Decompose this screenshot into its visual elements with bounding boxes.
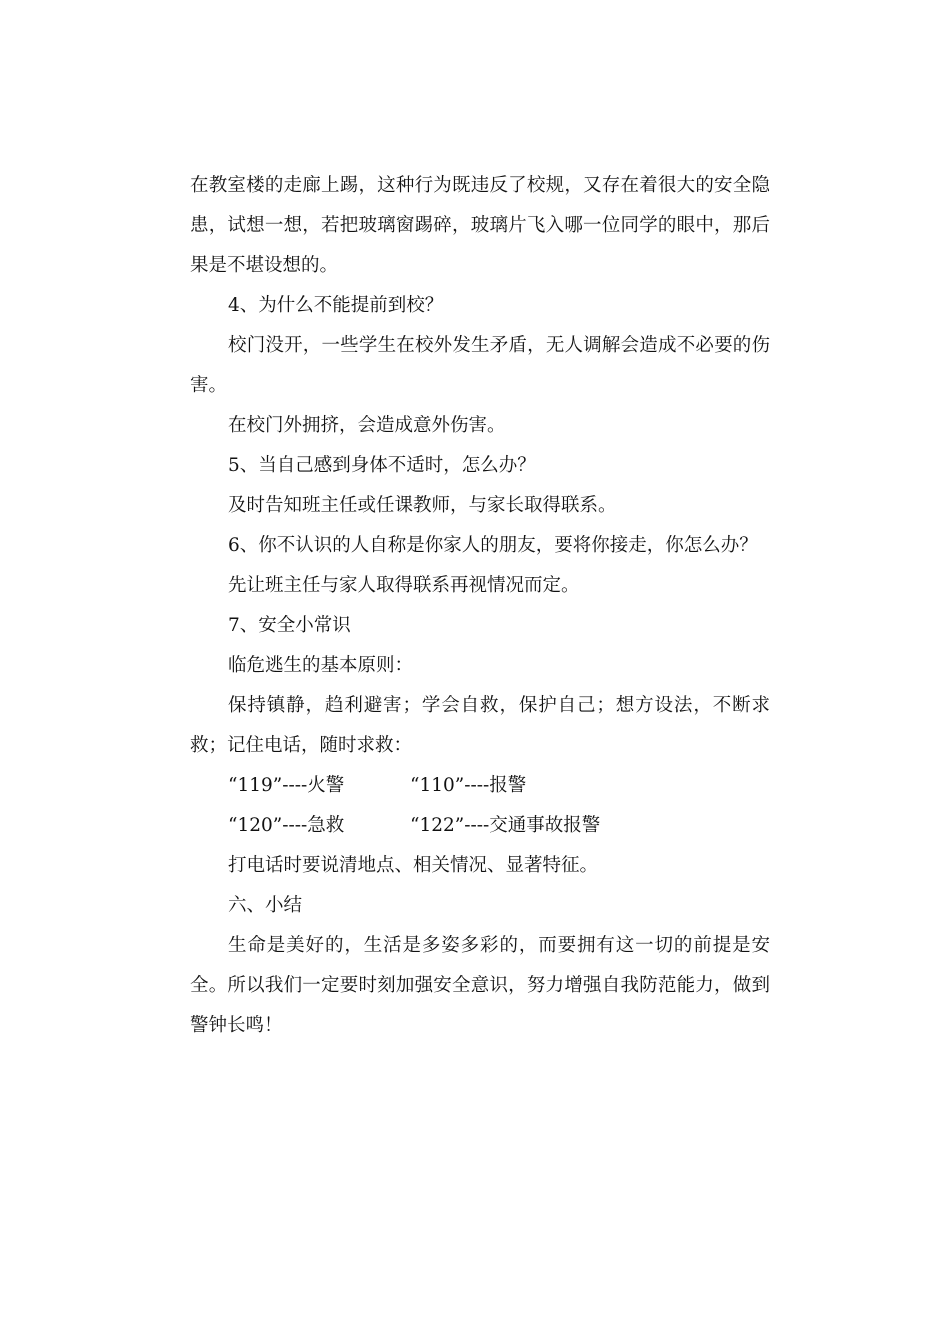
- heading-stranger-pickup: 6、你不认识的人自称是你家人的朋友，要将你接走，你怎么办？: [228, 535, 758, 556]
- paragraph-kicking-hazard: 在教室楼的走廊上踢，这种行为既违反了校规，又存在着很大的安全隐患，试想一想，若把玻璃窗踢碎，玻璃片飞入哪一位同学的眼中，那后果是不堪设想的。: [190, 175, 770, 276]
- heading-why-not-early: 4、为什么不能提前到校？: [228, 295, 444, 316]
- heading-feeling-unwell: 5、当自己感到身体不适时，怎么办？: [228, 455, 536, 476]
- phone-fire: “119”----火警: [228, 775, 345, 796]
- paragraph-crowding: 在校门外拥挤，会造成意外伤害。: [228, 415, 506, 436]
- paragraph-contact-family: 先让班主任与家人取得联系再视情况而定。: [228, 575, 580, 596]
- paragraph-summary: 生命是美好的，生活是多姿多彩的，而要拥有这一切的前提是安全。所以我们一定要时刻加强安全意识，努力增强自我防范能力，做到警钟长鸣！: [190, 935, 770, 1036]
- paragraph-stay-calm: 保持镇静，趋利避害；学会自救，保护自己；想方设法，不断求救；记住电话，随时求救：: [190, 695, 770, 756]
- phone-row-fire-police: [190, 766, 770, 806]
- phone-traffic: “122”----交通事故报警: [410, 815, 601, 836]
- paragraph-gate-closed: 校门没开，一些学生在校外发生矛盾，无人调解会造成不必要的伤害。: [190, 335, 770, 396]
- paragraph-escape-principles: 临危逃生的基本原则：: [228, 655, 414, 676]
- phone-police: “110”----报警: [410, 775, 527, 796]
- paragraph-call-details: 打电话时要说清地点、相关情况、显著特征。: [228, 855, 599, 876]
- document-body: [190, 166, 770, 1046]
- paragraph-inform-teacher: 及时告知班主任或任课教师，与家长取得联系。: [228, 495, 617, 516]
- heading-safety-tips: 7、安全小常识: [228, 615, 351, 636]
- heading-summary: 六、小结: [228, 895, 303, 916]
- phone-row-ambulance-traffic: [190, 806, 770, 846]
- phone-ambulance: “120”----急救: [228, 815, 345, 836]
